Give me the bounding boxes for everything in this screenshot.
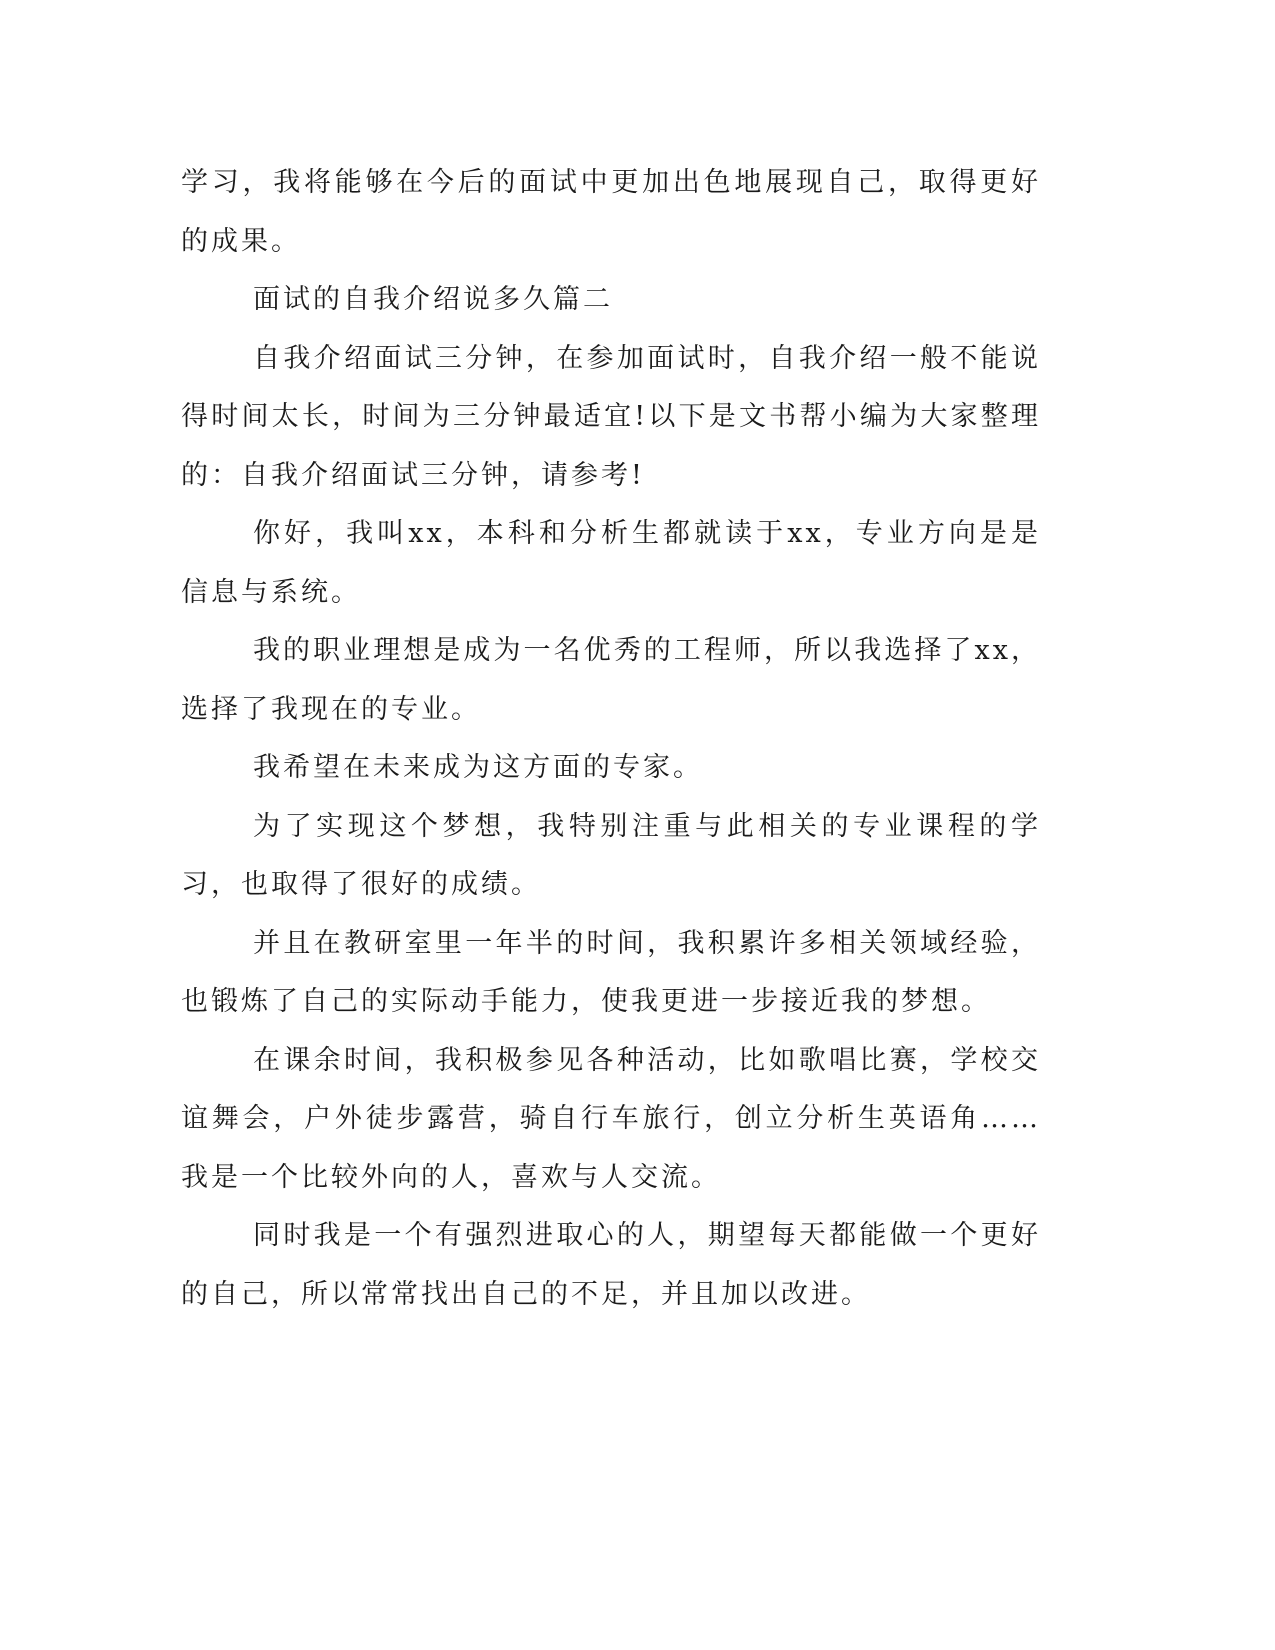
document-body bbox=[181, 154, 1041, 1324]
section-heading: 面试的自我介绍说多久篇二 bbox=[253, 284, 613, 315]
paragraph: 我的职业理想是成为一名优秀的工程师，所以我选择了xx，选择了我现在的专业。 bbox=[181, 635, 1041, 725]
paragraph: 并且在教研室里一年半的时间，我积累许多相关领域经验，也锻炼了自己的实际动手能力，使我更进一步接近我的梦想。 bbox=[181, 927, 1041, 1017]
paragraph: 同时我是一个有强烈进取心的人，期望每天都能做一个更好的自己，所以常常找出自己的不足，并且加以改进。 bbox=[181, 1220, 1041, 1310]
paragraph: 在课余时间，我积极参见各种活动，比如歌唱比赛，学校交谊舞会，户外徒步露营，骑自行车旅行，创立分析生英语角……我是一个比较外向的人，喜欢与人交流。 bbox=[181, 1044, 1041, 1193]
paragraph: 我希望在未来成为这方面的专家。 bbox=[253, 752, 703, 783]
paragraph: 为了实现这个梦想，我特别注重与此相关的专业课程的学习，也取得了很好的成绩。 bbox=[181, 810, 1041, 900]
paragraph: 自我介绍面试三分钟，在参加面试时，自我介绍一般不能说得时间太长，时间为三分钟最适宜!以下是文书帮小编为大家整理的：自我介绍面试三分钟，请参考! bbox=[181, 342, 1041, 491]
paragraph: 你好，我叫xx，本科和分析生都就读于xx，专业方向是是信息与系统。 bbox=[181, 518, 1041, 608]
paragraph-continuation: 学习，我将能够在今后的面试中更加出色地展现自己，取得更好的成果。 bbox=[181, 167, 1041, 257]
